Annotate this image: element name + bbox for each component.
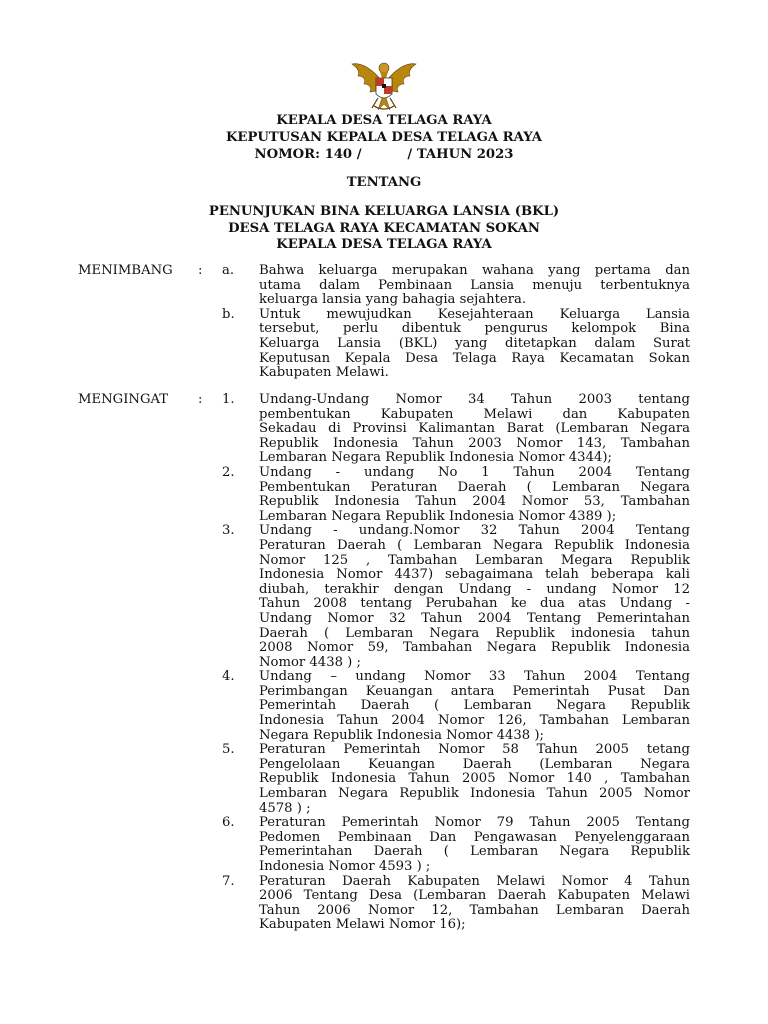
menimbang-item xyxy=(0,308,768,381)
mengingat-item xyxy=(0,816,768,874)
garuda-emblem-icon xyxy=(348,54,420,118)
mengingat-item-line: Negara Republik Indonesia Nomor 4438 ); xyxy=(259,727,544,743)
menimbang-colon: : xyxy=(198,263,203,278)
mengingat-item-line: Undang-Undang Nomor 34 Tahun 2003 tentang xyxy=(259,392,690,407)
mengingat-item-line: Pedomen Pembinaan Dan Pengawasan Penyelenggaraan xyxy=(259,829,690,845)
mengingat-item-line: Peraturan Daerah Kabupaten Melawi Nomor 4 Tahun xyxy=(259,873,690,889)
mengingat-item xyxy=(0,524,768,670)
mengingat-item-line: Peraturan Daerah ( Lembaran Negara Republik Indonesia xyxy=(259,537,690,553)
mengingat-item xyxy=(0,875,768,933)
mengingat-item-line: Tahun 2006 Nomor 12, Tambahan Lembaran Daerah xyxy=(259,902,690,918)
mengingat-item-text xyxy=(259,816,690,874)
subject-line-3: KEPALA DESA TELAGA RAYA xyxy=(276,237,492,252)
subject-heading xyxy=(0,204,768,254)
mengingat-item-line: 2006 Tentang Desa (Lembaran Daerah Kabupaten Melawi xyxy=(259,888,690,904)
mengingat-label: MENGINGAT xyxy=(78,392,169,407)
mengingat-item-line: 4578 ) ; xyxy=(259,800,311,816)
mengingat-item-line: Sekadau di Provinsi Kalimantan Barat (Lembaran Negara xyxy=(259,421,690,437)
mengingat-item-line: Republik Indonesia Tahun 2003 Nomor 143, Tambahan xyxy=(259,435,690,451)
mengingat-item-line: Undang - undang No 1 Tahun 2004 Tentang xyxy=(259,464,690,480)
menimbang-item-text xyxy=(259,264,690,308)
header-line-3: NOMOR: 140 / / TAHUN 2023 xyxy=(254,147,514,162)
mengingat-item-line: Indonesia Nomor 4437) sebagaimana telah beberapa kali xyxy=(259,567,690,583)
mengingat-item xyxy=(0,466,768,524)
header-line-1: KEPALA DESA TELAGA RAYA xyxy=(276,113,492,128)
document-header xyxy=(0,112,768,163)
mengingat-item-text xyxy=(259,875,690,933)
mengingat-item-line: Undang Nomor 32 Tahun 2004 Tentang Pemerintahan xyxy=(259,610,690,626)
mengingat-item-line: 2008 Nomor 59, Tambahan Negara Republik Indonesia xyxy=(259,640,690,656)
mengingat-item-line: Indonesia Nomor 4593 ) ; xyxy=(259,859,431,874)
mengingat-item-text xyxy=(259,466,690,524)
menimbang-item-number: a. xyxy=(222,263,235,278)
menimbang-item-line: Bahwa keluarga merupakan wahana yang pertama dan xyxy=(259,263,690,278)
mengingat-item-text xyxy=(259,743,690,816)
mengingat-item-line: Indonesia Tahun 2004 Nomor 126, Tambahan Lembaran xyxy=(259,713,690,729)
menimbang-item-line: Keluarga Lansia (BKL) yang ditetapkan dalam Surat xyxy=(259,335,690,351)
mengingat-item-number: 1. xyxy=(222,392,235,407)
header-line-2: KEPUTUSAN KEPALA DESA TELAGA RAYA xyxy=(225,130,543,145)
mengingat-item-line: Republik Indonesia Tahun 2004 Nomor 53, Tambahan xyxy=(259,494,690,510)
mengingat-item-line: Lembaran Negara Republik Indonesia Tahun 2005 Nomor xyxy=(259,786,690,802)
menimbang-item-line: utama dalam Pembinaan Lansia menuju terbentuknya xyxy=(259,277,690,293)
mengingat-item-number: 5. xyxy=(222,742,235,758)
mengingat-item-line: Lembaran Negara Republik Indonesia Nomor 4389 ); xyxy=(259,508,617,524)
mengingat-item-number: 3. xyxy=(222,523,235,539)
mengingat-item-line: Daerah ( Lembaran Negara Republik indonesia tahun xyxy=(259,625,690,641)
mengingat-item xyxy=(0,743,768,816)
mengingat-item-text xyxy=(259,524,690,670)
menimbang-item-number: b. xyxy=(222,306,235,322)
mengingat-colon: : xyxy=(198,392,203,407)
menimbang-section xyxy=(0,264,768,381)
menimbang-item-line: Kabupaten Melawi. xyxy=(259,365,389,381)
mengingat-item-number: 4. xyxy=(222,669,235,685)
mengingat-item-line: Pembentukan Peraturan Daerah ( Lembaran Negara xyxy=(259,479,690,495)
mengingat-item-line: Peraturan Pemerintah Nomor 79 Tahun 2005 Tentang xyxy=(259,815,690,831)
menimbang-label: MENIMBANG xyxy=(78,263,173,278)
mengingat-item xyxy=(0,670,768,743)
mengingat-item-line: Undang – undang Nomor 33 Tahun 2004 Tentang xyxy=(259,669,690,685)
mengingat-item-line: Kabupaten Melawi Nomor 16); xyxy=(259,917,466,933)
mengingat-item-text xyxy=(259,670,690,743)
tentang-heading: TENTANG xyxy=(346,175,422,190)
menimbang-items xyxy=(0,264,768,381)
mengingat-item-line: diubah, terakhir dengan Undang - undang Nomor 12 xyxy=(259,581,690,597)
menimbang-item-text xyxy=(259,308,690,381)
mengingat-item-number: 2. xyxy=(222,464,235,480)
menimbang-item-line: tersebut, perlu dibentuk pengurus kelompok Bina xyxy=(259,321,690,337)
mengingat-item-line: Lembaran Negara Republik Indonesia Nomor 4344); xyxy=(259,450,612,466)
mengingat-item-line: Republik Indonesia Tahun 2005 Nomor 140 , Tambahan xyxy=(259,771,690,787)
menimbang-item xyxy=(0,264,768,308)
mengingat-item-line: Pemerintah Daerah ( Lembaran Negara Republik xyxy=(259,698,690,714)
mengingat-item-line: Pengelolaan Keuangan Daerah (Lembaran Negara xyxy=(259,756,690,772)
mengingat-item-line: Perimbangan Keuangan antara Pemerintah Pusat Dan xyxy=(259,683,690,699)
menimbang-item-line: Keputusan Kepala Desa Telaga Raya Kecamatan Sokan xyxy=(259,350,690,366)
subject-line-2: DESA TELAGA RAYA KECAMATAN SOKAN xyxy=(228,220,540,236)
mengingat-item-line: Peraturan Pemerintah Nomor 58 Tahun 2005 tetang xyxy=(259,742,690,758)
mengingat-item-line: Pemerintahan Daerah ( Lembaran Negara Republik xyxy=(259,844,690,860)
mengingat-item-line: Tahun 2008 tentang Perubahan ke dua atas Undang - xyxy=(259,596,690,612)
mengingat-section xyxy=(0,393,768,933)
mengingat-item xyxy=(0,393,768,466)
mengingat-item-number: 6. xyxy=(222,815,235,831)
subject-line-1: PENUNJUKAN BINA KELUARGA LANSIA (BKL) xyxy=(208,204,560,219)
mengingat-item-line: Nomor 125 , Tambahan Lembaran Megara Republik xyxy=(259,552,690,568)
mengingat-items xyxy=(0,393,768,933)
mengingat-item-text xyxy=(259,393,690,466)
menimbang-item-line: Untuk mewujudkan Kesejahteraan Keluarga Lansia xyxy=(259,306,690,322)
mengingat-item-number: 7. xyxy=(222,873,235,889)
menimbang-item-line: keluarga lansia yang bahagia sejahtera. xyxy=(259,292,527,308)
mengingat-item-line: Nomor 4438 ) ; xyxy=(259,654,361,670)
mengingat-item-line: Undang - undang.Nomor 32 Tahun 2004 Tentang xyxy=(259,523,690,539)
mengingat-item-line: pembentukan Kabupaten Melawi dan Kabupaten xyxy=(259,406,690,422)
